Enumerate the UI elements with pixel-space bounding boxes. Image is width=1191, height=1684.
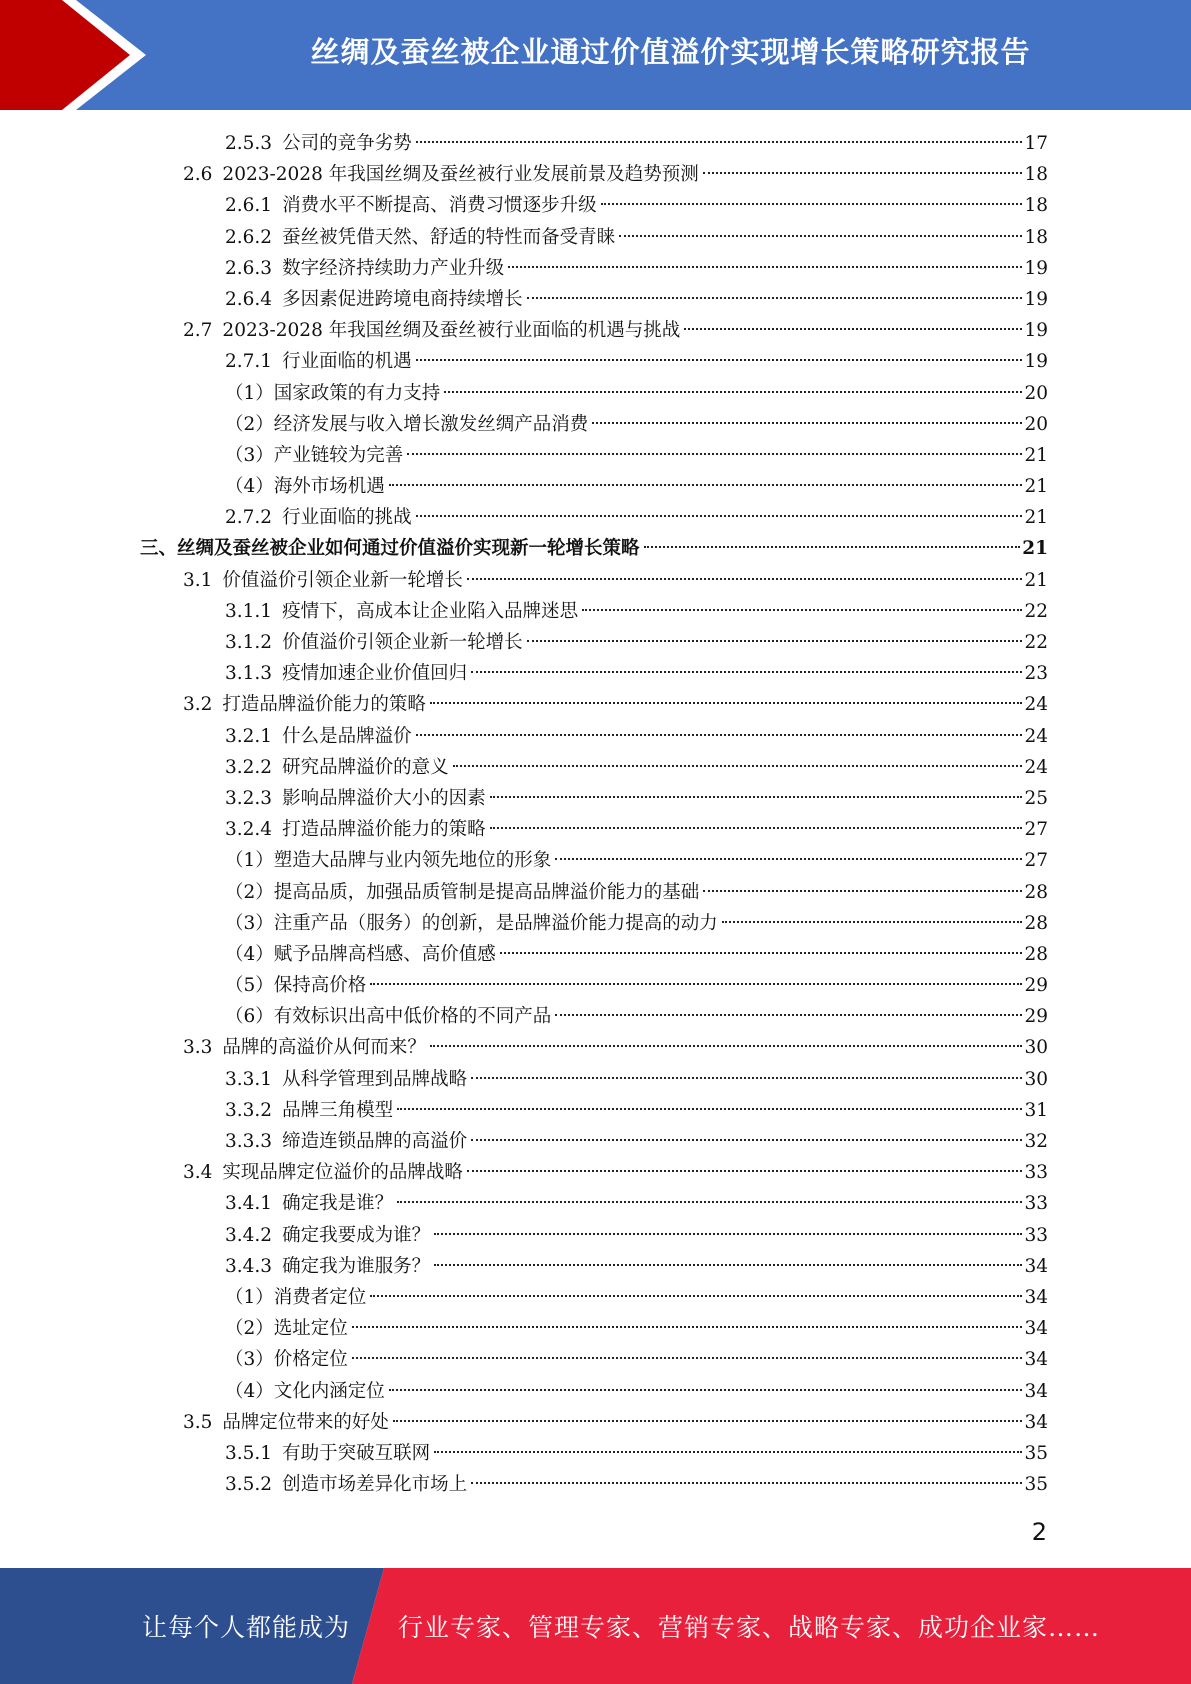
toc-entry-number: 3.1 [183,569,213,591]
toc-leader-dots [352,1326,1023,1328]
toc-entry[interactable] [0,1313,1048,1344]
toc-entry-number: 3.3 [183,1037,213,1059]
toc-leader-dots [601,203,1023,205]
page-number: 2 [1031,1518,1047,1546]
toc-entry[interactable] [0,1344,1048,1375]
toc-entry-page: 24 [1024,725,1048,747]
toc-entry[interactable] [0,1064,1048,1095]
toc-entry-label [183,689,426,720]
toc-entry-number: 3.4.3 [225,1255,273,1277]
toc-leader-dots [703,172,1023,174]
toc-entry-page: 28 [1024,881,1048,903]
toc-entry-page: 19 [1024,351,1048,373]
toc-leader-dots [500,952,1023,954]
toc-entry[interactable] [0,1438,1048,1469]
toc-entry-title: 品牌的高溢价从何而来？ [222,1037,426,1059]
toc-leader-dots [370,983,1022,985]
toc-entry-number: 2.6.2 [225,226,273,248]
toc-entry-label [225,409,588,440]
toc-entry-page: 22 [1024,632,1048,653]
toc-entry-label [183,565,463,596]
toc-entry-label [225,939,496,970]
toc-leader-dots [430,1045,1023,1047]
toc-entry-number: 3.5 [183,1411,213,1433]
toc-entry-label [225,877,699,908]
toc-leader-dots [444,391,1022,393]
toc-entry[interactable] [0,596,1048,627]
toc-entry[interactable] [0,721,1048,752]
toc-entry-label [225,1438,430,1469]
toc-entry-page: 21 [1024,569,1048,591]
toc-entry[interactable] [0,1407,1048,1438]
toc-entry-title: 价值溢价引领企业新一轮增长 [222,569,463,591]
toc-leader-dots [397,1108,1022,1110]
toc-entry[interactable] [0,315,1048,346]
toc-entry-label [225,1376,385,1407]
toc-entry-title: （4）海外市场机遇 [225,476,385,498]
toc-entry-label [225,222,615,253]
toc-entry-label [225,1313,348,1344]
toc-entry-page: 30 [1024,1068,1048,1090]
toc-entry-page: 28 [1024,912,1048,934]
toc-entry[interactable] [0,814,1048,845]
page-footer [0,1568,1191,1684]
toc-entry-label [225,783,486,814]
toc-leader-dots [471,1077,1022,1079]
toc-entry-title: 数字经济持续助力产业升级 [282,257,505,279]
toc-entry-page: 28 [1024,943,1048,965]
toc-entry-title: （5）保持高价格 [225,975,367,997]
toc-entry-label [225,378,440,409]
toc-entry-page: 30 [1024,1037,1048,1059]
toc-entry-number: 2.7 [183,320,213,342]
toc-entry-number: 3.1.2 [225,632,273,653]
toc-entry-number: 2.6.3 [225,257,273,279]
toc-entry[interactable] [0,533,1048,564]
toc-entry-page: 21 [1024,444,1048,466]
toc-entry-label [183,1032,426,1063]
toc-entry-title: （3）产业链较为完善 [225,444,404,466]
toc-entry[interactable] [0,689,1048,720]
table-of-contents [0,128,1191,1500]
toc-entry-label [225,253,504,284]
toc-entry-number: 3.2 [183,694,213,716]
toc-entry-title: （3）注重产品（服务）的创新，是品牌溢价能力提高的动力 [225,912,718,934]
footer-slogan-left: 让每个人都能成为 [142,1613,351,1642]
toc-entry-title: （1）塑造大品牌与业内领先地位的形象 [225,850,552,872]
toc-entry[interactable] [0,159,1048,190]
toc-entry-label [183,159,699,190]
toc-entry-label [225,752,449,783]
toc-entry-page: 34 [1024,1318,1048,1340]
toc-leader-dots [434,1264,1022,1266]
toc-entry[interactable] [0,128,1048,159]
toc-entry[interactable] [0,565,1048,596]
toc-entry-title: 什么是品牌溢价 [282,725,412,747]
toc-entry-page: 33 [1024,1193,1048,1215]
toc-entry-page: 34 [1024,1349,1048,1371]
toc-entry-label [225,1095,393,1126]
toc-entry-title: 多因素促进跨境电商持续增长 [282,288,523,310]
toc-entry-page: 23 [1024,663,1048,685]
toc-entry[interactable] [0,346,1048,377]
toc-entry[interactable] [0,1376,1048,1407]
toc-entry-label [225,1001,551,1032]
toc-entry-label [183,315,680,346]
toc-entry[interactable] [0,284,1048,315]
toc-entry-title: （1）国家政策的有力支持 [225,382,441,404]
toc-entry-title: 2023-2028 年我国丝绸及蚕丝被行业面临的机遇与挑战 [222,320,681,342]
toc-entry[interactable] [0,783,1048,814]
toc-entry-number: 2.5.3 [225,133,273,154]
toc-entry-number: 3.3.1 [225,1068,273,1090]
toc-entry-label [225,627,523,658]
toc-entry[interactable] [0,1220,1048,1251]
toc-leader-dots [471,671,1022,673]
toc-entry-page: 35 [1024,1474,1048,1496]
toc-entry[interactable] [0,222,1048,253]
toc-entry-label [225,440,403,471]
toc-entry[interactable] [0,190,1048,221]
toc-entry[interactable] [0,253,1048,284]
toc-entry[interactable] [0,752,1048,783]
toc-entry-title: 创造市场差异化市场上 [282,1474,468,1496]
toc-entry-page: 29 [1024,1006,1048,1028]
toc-leader-dots [555,1014,1022,1016]
toc-entry[interactable] [0,877,1048,908]
toc-entry-label [225,970,366,1001]
toc-leader-dots [434,1233,1022,1235]
toc-leader-dots [703,890,1022,892]
toc-entry-title: 缔造连锁品牌的高溢价 [282,1131,468,1152]
toc-entry-title: 疫情下，高成本让企业陷入品牌迷思 [282,600,579,622]
toc-entry-label [183,1407,389,1438]
toc-entry-label [225,1188,393,1219]
toc-leader-dots [619,235,1022,237]
toc-entry-title: 三、丝绸及蚕丝被企业如何通过价值溢价实现新一轮增长策略 [140,538,640,560]
toc-entry-page: 27 [1024,850,1048,872]
toc-leader-dots [434,1451,1022,1453]
toc-leader-dots [490,827,1023,829]
toc-entry-label [225,845,551,876]
toc-entry[interactable] [0,970,1048,1001]
toc-leader-dots [416,141,1023,143]
toc-entry-title: 打造品牌溢价能力的策略 [222,694,426,716]
toc-entry-number: 3.5.1 [225,1442,273,1464]
toc-entry-page: 19 [1024,288,1048,310]
toc-entry-page: 34 [1024,1255,1048,1277]
toc-entry-number: 3.1.3 [225,663,273,685]
toc-entry-page: 18 [1024,195,1048,217]
toc-leader-dots [430,702,1023,704]
toc-leader-dots [471,1482,1022,1484]
toc-entry-title: （4）赋予品牌高档感、高价值感 [225,943,496,965]
toc-entry[interactable] [0,378,1048,409]
report-title: 丝绸及蚕丝被企业通过价值溢价实现增长策略研究报告 [310,34,1031,69]
toc-leader-dots [527,640,1023,642]
toc-entry-title: （3）价格定位 [225,1349,348,1371]
toc-entry-page: 22 [1024,600,1048,622]
toc-entry-page: 19 [1024,320,1048,342]
toc-entry[interactable] [0,440,1048,471]
toc-entry[interactable] [0,1001,1048,1032]
toc-entry[interactable] [0,409,1048,440]
toc-entry[interactable] [0,1469,1048,1500]
toc-entry-title: 确定我为谁服务？ [282,1255,431,1277]
toc-entry-page: 24 [1024,756,1048,778]
toc-entry-page: 31 [1024,1099,1048,1121]
toc-entry-title: 疫情加速企业价值回归 [282,663,468,685]
toc-entry-number: 3.4.2 [225,1224,273,1246]
toc-leader-dots [416,359,1023,361]
toc-entry-label [225,1126,467,1157]
page-header [0,0,1191,110]
toc-entry-title: 2023-2028 年我国丝绸及蚕丝被行业发展前景及趋势预测 [222,164,699,186]
toc-entry-page: 21 [1024,507,1048,529]
toc-leader-dots [684,328,1022,330]
toc-leader-dots [722,921,1023,923]
toc-leader-dots [508,266,1022,268]
toc-entry-number: 3.2.2 [225,756,273,778]
toc-entry-title: 研究品牌溢价的意义 [282,756,449,778]
toc-entry-label [225,596,578,627]
toc-entry-page: 21 [1024,476,1048,498]
toc-leader-dots [555,858,1022,860]
toc-entry-title: （2）提高品质，加强品质管制是提高品牌溢价能力的基础 [225,881,700,903]
toc-entry-page: 29 [1024,975,1048,997]
toc-leader-dots [393,1420,1023,1422]
toc-entry-label [225,1220,430,1251]
toc-entry-title: 影响品牌溢价大小的因素 [282,787,486,809]
toc-entry[interactable] [0,908,1048,939]
toc-entry[interactable] [0,1126,1048,1157]
toc-entry-title: 公司的竞争劣势 [282,133,412,154]
toc-leader-dots [389,1389,1023,1391]
toc-entry-title: 品牌定位带来的好处 [222,1411,389,1433]
toc-leader-dots [370,1295,1022,1297]
toc-entry-page: 32 [1024,1131,1048,1152]
toc-entry-label [225,284,523,315]
toc-entry-title: 行业面临的机遇 [282,351,412,373]
toc-entry-title: （4）文化内涵定位 [225,1380,385,1402]
toc-entry[interactable] [0,1282,1048,1313]
toc-entry-page: 17 [1024,133,1048,154]
toc-entry-label [225,1469,467,1500]
toc-entry[interactable] [0,1188,1048,1219]
toc-leader-dots [592,422,1022,424]
toc-entry[interactable] [0,1157,1048,1188]
toc-entry-number: 2.6 [183,164,213,186]
toc-entry-page: 24 [1024,694,1048,716]
toc-entry-label [225,190,597,221]
toc-entry-page: 34 [1024,1380,1048,1402]
toc-entry-label [225,1064,467,1095]
toc-entry[interactable] [0,939,1048,970]
toc-entry[interactable] [0,1095,1048,1126]
toc-entry[interactable] [0,845,1048,876]
toc-leader-dots [352,1357,1023,1359]
toc-leader-dots [453,765,1023,767]
toc-entry-title: 确定我要成为谁？ [282,1224,431,1246]
toc-entry-page: 34 [1024,1286,1048,1308]
toc-entry-label [140,533,640,564]
toc-entry-number: 3.4.1 [225,1193,273,1215]
toc-leader-dots [644,546,1021,548]
toc-leader-dots [397,1201,1022,1203]
toc-entry-page: 21 [1022,538,1048,560]
toc-entry-label [225,721,412,752]
toc-entry-title: （2）选址定位 [225,1318,348,1340]
toc-entry-title: 打造品牌溢价能力的策略 [282,819,486,841]
toc-entry-number: 2.6.1 [225,195,273,217]
toc-entry-title: （2）经济发展与收入增长激发丝绸产品消费 [225,413,589,435]
toc-entry-label [225,814,486,845]
toc-entry[interactable] [0,1251,1048,1282]
toc-entry-title: 从科学管理到品牌战略 [282,1068,468,1090]
toc-entry-page: 18 [1024,226,1048,248]
toc-entry-label [225,502,412,533]
toc-entry-label [183,1157,463,1188]
toc-entry-number: 3.3.2 [225,1099,273,1121]
toc-entry-title: （1）消费者定位 [225,1286,367,1308]
toc-entry-title: 实现品牌定位溢价的品牌战略 [222,1162,463,1184]
toc-entry-page: 34 [1024,1411,1048,1433]
toc-entry-page: 20 [1024,413,1048,435]
toc-leader-dots [416,734,1023,736]
toc-entry-number: 3.3.3 [225,1131,273,1152]
toc-entry-number: 3.2.4 [225,819,273,841]
toc-entry[interactable] [0,1032,1048,1063]
red-chevron-logo [0,0,150,110]
toc-entry-label [225,1282,366,1313]
toc-entry[interactable] [0,627,1048,658]
toc-entry-number: 3.2.1 [225,725,273,747]
toc-entry-page: 35 [1024,1442,1048,1464]
toc-leader-dots [407,453,1022,455]
toc-entry-number: 2.6.4 [225,288,273,310]
toc-leader-dots [490,796,1023,798]
toc-entry-title: 蚕丝被凭借天然、舒适的特性而备受青睐 [282,226,616,248]
toc-entry-page: 27 [1024,819,1048,841]
toc-entry[interactable] [0,502,1048,533]
toc-leader-dots [416,515,1023,517]
toc-entry-label [225,346,412,377]
toc-entry-number: 2.7.2 [225,507,273,529]
toc-entry-number: 3.1.1 [225,600,273,622]
toc-entry-label [225,1344,348,1375]
toc-leader-dots [471,1139,1022,1141]
toc-entry-title: 品牌三角模型 [282,1099,394,1121]
footer-slogan-right: 行业专家、管理专家、营销专家、战略专家、成功企业家…… [398,1613,1101,1642]
toc-entry-title: 消费水平不断提高、消费习惯逐步升级 [282,195,597,217]
toc-entry-page: 20 [1024,382,1048,404]
toc-entry-title: （6）有效标识出高中低价格的不同产品 [225,1006,552,1028]
toc-entry[interactable] [0,471,1048,502]
toc-entry-title: 确定我是谁？ [282,1193,394,1215]
toc-entry-label [225,128,412,159]
toc-entry-page: 19 [1024,257,1048,279]
toc-leader-dots [467,1170,1023,1172]
toc-entry-title: 价值溢价引领企业新一轮增长 [282,632,523,653]
toc-entry-number: 2.7.1 [225,351,273,373]
toc-leader-dots [527,297,1023,299]
toc-leader-dots [582,609,1022,611]
toc-entry-page: 33 [1024,1162,1048,1184]
toc-entry-number: 3.2.3 [225,787,273,809]
toc-entry-label [225,908,718,939]
toc-entry-label [225,658,467,689]
toc-entry-label [225,471,385,502]
toc-entry-page: 33 [1024,1224,1048,1246]
toc-entry-title: 有助于突破互联网 [282,1442,431,1464]
toc-entry-number: 3.4 [183,1162,213,1184]
toc-leader-dots [467,578,1023,580]
toc-entry-label [225,1251,430,1282]
toc-entry-page: 18 [1024,164,1048,186]
toc-entry-page: 25 [1024,787,1048,809]
toc-leader-dots [389,484,1023,486]
toc-entry-title: 行业面临的挑战 [282,507,412,529]
toc-entry-number: 3.5.2 [225,1474,273,1496]
toc-entry[interactable] [0,658,1048,689]
